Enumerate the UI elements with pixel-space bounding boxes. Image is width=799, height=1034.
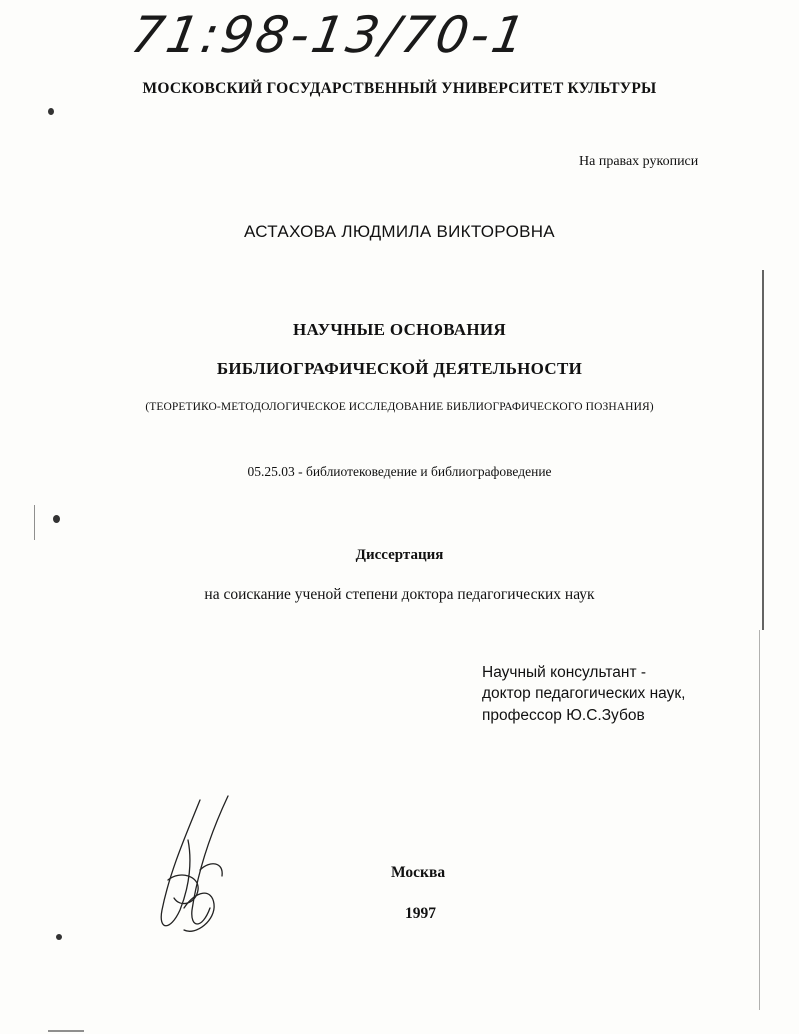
consultant-line-2: доктор педагогических наук,: [482, 685, 686, 702]
title-line-2: БИБЛИОГРАФИЧЕСКОЙ ДЕЯТЕЛЬНОСТИ: [216, 359, 583, 378]
scan-speck-2: [53, 515, 60, 523]
manuscript-rights-note: На правах рукописи: [579, 154, 699, 169]
handwritten-signature: [140, 790, 260, 950]
handwritten-archive-code: 71:98-13/70-1: [126, 6, 533, 64]
author-name: АСТАХОВА ЛЮДМИЛА ВИКТОРОВНА: [244, 222, 555, 241]
scan-bottom-mark: [48, 1030, 84, 1032]
year: 1997: [405, 905, 436, 922]
title-line-1: НАУЧНЫЕ ОСНОВАНИЯ: [293, 320, 506, 339]
consultant-line-3: профессор Ю.С.Зубов: [482, 707, 645, 724]
scan-speck-3: [56, 934, 62, 940]
subtitle: (ТЕОРЕТИКО-МЕТОДОЛОГИЧЕСКОЕ ИССЛЕДОВАНИЕ БИБЛИОГРАФИЧЕСКОГО ПОЗНАНИЯ): [145, 401, 654, 413]
scan-edge-line-left: [34, 505, 35, 540]
consultant-line-1: Научный консультант -: [482, 664, 647, 681]
city: Москва: [391, 864, 446, 881]
scan-edge-line-right: [762, 270, 764, 630]
specialty-code: 05.25.03 - библиотековедение и библиографоведение: [247, 464, 552, 479]
degree-statement: на соискание ученой степени доктора педагогических наук: [204, 586, 595, 603]
university-name: МОСКОВСКИЙ ГОСУДАРСТВЕННЫЙ УНИВЕРСИТЕТ КУЛЬТУРЫ: [142, 80, 657, 97]
scan-edge-line-right-lower: [759, 630, 760, 1010]
scan-speck-1: [48, 108, 54, 115]
document-type: Диссертация: [355, 547, 444, 563]
